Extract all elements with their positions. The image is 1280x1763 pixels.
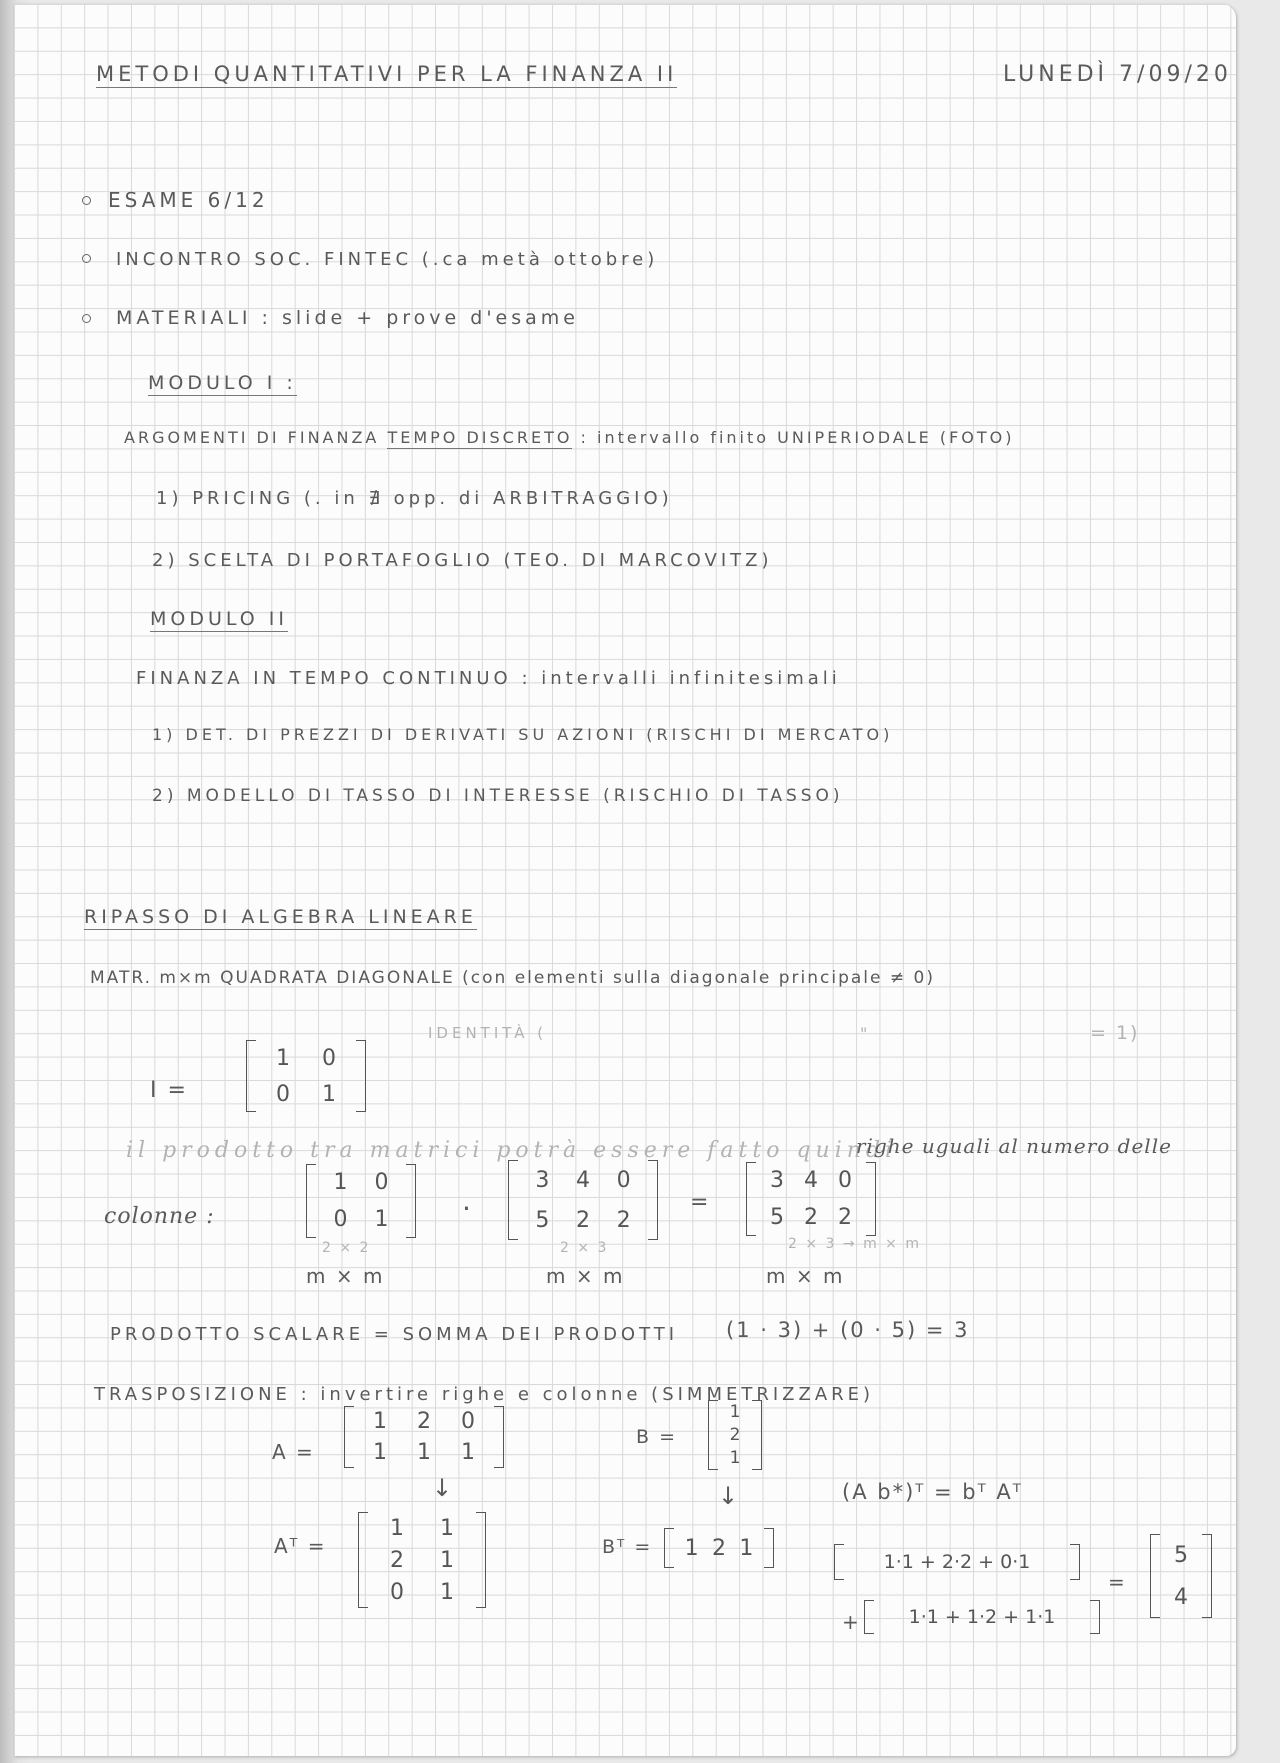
matrix-cell: 2	[838, 1205, 852, 1230]
result-equals: =	[1108, 1570, 1127, 1594]
matrix-cell: 2	[575, 1207, 590, 1233]
matrix-cell: 1	[729, 1448, 741, 1469]
matrix-a	[306, 1164, 416, 1238]
page-title: METODI QUANTITATIVI PER LA FINANZA II	[96, 62, 678, 86]
matrix-cell: 1	[276, 1045, 290, 1071]
dim-b: 2 × 3	[560, 1240, 609, 1256]
matrix-cell: 0	[374, 1170, 389, 1195]
matrix-cell: 1	[684, 1535, 699, 1561]
matrix-cell: 2	[616, 1207, 631, 1233]
matrix-cell: 1	[373, 1440, 387, 1465]
matrix-cell: 2	[417, 1409, 431, 1434]
colonne-label: colonne :	[104, 1204, 215, 1229]
matrix-A	[344, 1406, 504, 1468]
identita-label: IDENTITÀ (	[428, 1024, 548, 1042]
matrix-b	[508, 1160, 658, 1240]
b-label: B =	[636, 1426, 677, 1448]
matrix-cell: 0	[838, 1168, 852, 1193]
calc-line-1	[834, 1544, 1080, 1580]
matrix-cell: 2	[804, 1205, 818, 1230]
matrix-cell: 5	[770, 1205, 784, 1230]
product-rule-text: righe uguali al numero delle	[856, 1134, 1172, 1158]
modulo-1-intervallo: : intervallo finito UNIPERIODALE (FOTO)	[580, 428, 1015, 447]
algebra-title: RIPASSO DI ALGEBRA LINEARE	[84, 906, 477, 928]
equals-sign: =	[690, 1190, 711, 1215]
matrix-cell: 0	[461, 1409, 475, 1434]
modulo-1-item-1: 1) PRICING (. in ∄ opp. di ARBITRAGGIO)	[156, 488, 673, 509]
modulo-1-title: MODULO I :	[148, 372, 297, 394]
calc-line-2	[864, 1600, 1100, 1634]
matrix-cell: 3	[535, 1167, 550, 1193]
bt-label: Bᵀ =	[602, 1536, 653, 1558]
identity-matrix	[246, 1040, 366, 1112]
bullet-dot-icon	[82, 314, 91, 323]
modulo-2-item-1: 1) DET. DI PREZZI DI DERIVATI SU AZIONI (RISCHI DI MERCATO)	[152, 725, 894, 744]
dim-c: 2 × 3 → m × m	[788, 1236, 921, 1252]
scalar-calc: (1 · 3) + (0 · 5) = 3	[726, 1318, 970, 1342]
matrix-cell: 1	[729, 1401, 741, 1422]
arrow-down-icon: ↓	[432, 1474, 455, 1502]
dim-a: 2 × 2	[322, 1240, 371, 1256]
bullet-dot-icon	[82, 254, 91, 263]
matrix-cell: 2	[729, 1424, 741, 1445]
matrix-cell: 4	[1174, 1584, 1188, 1610]
matrix-cell: 5	[535, 1207, 550, 1233]
bullet-exam: ESAME 6/12	[108, 188, 269, 212]
matrix-cell: 1	[440, 1515, 454, 1541]
modulo-1-line	[124, 428, 1014, 447]
modulo-2-line: FINANZA IN TEMPO CONTINUO : intervalli infinitesimali	[136, 668, 841, 689]
matrix-cell: 1	[374, 1207, 389, 1232]
scalar-product: PRODOTTO SCALARE = SOMMA DEI PRODOTTI	[110, 1324, 679, 1345]
matrix-cell: 4	[575, 1167, 590, 1193]
diagonal-definition: MATR. m×m QUADRATA DIAGONALE (con elementi sulla diagonale principale ≠ 0)	[90, 968, 935, 988]
matrix-cell: 1	[417, 1440, 431, 1465]
bullet-fintec: INCONTRO SOC. FINTEC (.ca metà ottobre)	[116, 249, 659, 270]
bullet-dot-icon	[82, 196, 91, 205]
matrix-cell: 1	[739, 1535, 754, 1561]
bullet-materiali: MATERIALI : slide + prove d'esame	[116, 307, 579, 329]
matrix-cell: 0	[276, 1081, 290, 1107]
matrix-cell: 5	[1174, 1542, 1188, 1568]
dot-operator: ·	[462, 1192, 473, 1225]
matrix-cell: 2	[390, 1547, 404, 1573]
identita-end: = 1)	[1090, 1022, 1140, 1044]
modulo-1-item-2: 2) SCELTA DI PORTAFOGLIO (TEO. DI MARCOVITZ)	[152, 550, 773, 571]
calc-expression: 1·1 + 2·2 + 0·1	[883, 1551, 1031, 1573]
page-date: LUNEDÌ 7/09/20	[1003, 62, 1232, 87]
mxn-a: m × m	[306, 1264, 385, 1288]
matrix-BT	[664, 1528, 774, 1568]
matrix-AT	[358, 1512, 486, 1608]
identita-ditto: "	[860, 1024, 870, 1043]
at-label: Aᵀ =	[274, 1534, 327, 1558]
matrix-cell: 1	[373, 1409, 387, 1434]
matrix-cell: 1	[461, 1440, 475, 1465]
arrow-down-icon: ↓	[718, 1482, 741, 1510]
a-label: A =	[272, 1440, 315, 1464]
matrix-cell: 4	[804, 1168, 818, 1193]
matrix-cell: 0	[616, 1167, 631, 1193]
matrix-cell: 0	[322, 1045, 336, 1071]
matrix-cell: 3	[770, 1168, 784, 1193]
matrix-cell: 1	[333, 1170, 348, 1195]
transposition: TRASPOSIZIONE : invertire righe e colonne (SIMMETRIZZARE)	[94, 1384, 875, 1405]
modulo-2-item-2: 2) MODELLO DI TASSO DI INTERESSE (RISCHIO DI TASSO)	[152, 786, 844, 806]
modulo-1-tempo-discreto: TEMPO DISCRETO	[387, 428, 573, 447]
modulo-2-title: MODULO II	[150, 608, 288, 630]
matrix-cell: 1	[322, 1081, 336, 1107]
matrix-cell: 0	[333, 1207, 348, 1232]
product-faint-text: il prodotto tra matrici potrà essere fatto quindi	[126, 1138, 898, 1163]
calc-plus: +	[842, 1610, 861, 1634]
modulo-1-argomenti: ARGOMENTI DI FINANZA	[124, 428, 380, 447]
matrix-cell: 2	[711, 1535, 726, 1561]
matrix-cell: 1	[390, 1515, 404, 1541]
matrix-B	[708, 1400, 762, 1470]
matrix-cell: 1	[440, 1579, 454, 1605]
matrix-cell: 0	[390, 1579, 404, 1605]
matrix-cell: 1	[440, 1547, 454, 1573]
calc-expression: 1·1 + 1·2 + 1·1	[908, 1606, 1056, 1628]
mxn-b: m × m	[546, 1264, 625, 1288]
result-matrix	[1150, 1534, 1212, 1618]
identity-lhs: I =	[150, 1078, 188, 1103]
transpose-formula: (A b*)ᵀ = bᵀ Aᵀ	[842, 1480, 1023, 1504]
matrix-c	[746, 1162, 876, 1236]
mxn-c: m × m	[766, 1264, 845, 1288]
